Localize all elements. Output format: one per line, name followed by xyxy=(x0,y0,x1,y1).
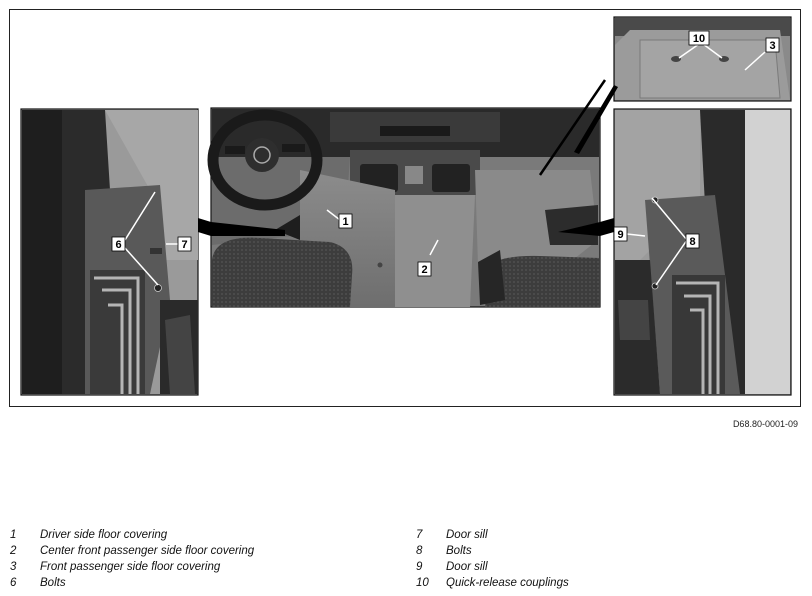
svg-text:9: 9 xyxy=(617,229,624,241)
svg-text:2: 2 xyxy=(421,264,428,276)
callout-8 xyxy=(686,234,699,248)
legend-number: 6 xyxy=(10,577,17,589)
legend-text: Quick-release couplings xyxy=(446,577,569,589)
right-detail-photo xyxy=(614,109,791,395)
callout-9 xyxy=(614,227,627,241)
legend-number: 8 xyxy=(416,545,423,557)
top-right-inset-photo xyxy=(614,17,791,101)
callout-2 xyxy=(418,262,431,276)
legend-text: Driver side floor covering xyxy=(40,529,168,541)
svg-text:7: 7 xyxy=(181,239,188,251)
figure-code: D68.80-0001-09 xyxy=(732,419,798,429)
legend-number: 2 xyxy=(10,545,17,557)
legend-right xyxy=(416,527,569,591)
legend-item xyxy=(416,527,569,543)
callout-7 xyxy=(178,237,191,251)
svg-text:10: 10 xyxy=(692,33,706,45)
legend-item xyxy=(416,543,569,559)
legend-text: Center front passenger side floor covering xyxy=(40,545,255,557)
legend-number: 9 xyxy=(416,561,423,573)
legend-number: 3 xyxy=(10,561,17,573)
legend-number: 1 xyxy=(10,529,17,541)
left-detail-photo xyxy=(21,109,198,395)
legend-item xyxy=(416,559,569,575)
svg-text:3: 3 xyxy=(769,40,776,52)
legend-left xyxy=(10,527,254,591)
svg-text:6: 6 xyxy=(115,239,122,251)
callout-10 xyxy=(689,31,709,45)
legend-text: Front passenger side floor covering xyxy=(40,561,221,573)
legend-item xyxy=(10,527,254,543)
callout-1 xyxy=(339,214,352,228)
legend-item xyxy=(416,575,569,591)
callout-6 xyxy=(112,237,125,251)
center-photo xyxy=(211,108,600,307)
legend-number: 10 xyxy=(416,577,429,589)
legend-text: Door sill xyxy=(446,561,488,573)
svg-text:8: 8 xyxy=(689,236,696,248)
svg-text:1: 1 xyxy=(342,216,349,228)
callout-3 xyxy=(766,38,779,52)
legend-text: Bolts xyxy=(446,545,472,557)
legend-item xyxy=(10,559,254,575)
bolt-icon xyxy=(155,285,162,292)
legend-item xyxy=(10,543,254,559)
legend-text: Door sill xyxy=(446,529,488,541)
legend-number: 7 xyxy=(416,529,423,541)
legend-item xyxy=(10,575,254,591)
legend-text: Bolts xyxy=(40,577,66,589)
